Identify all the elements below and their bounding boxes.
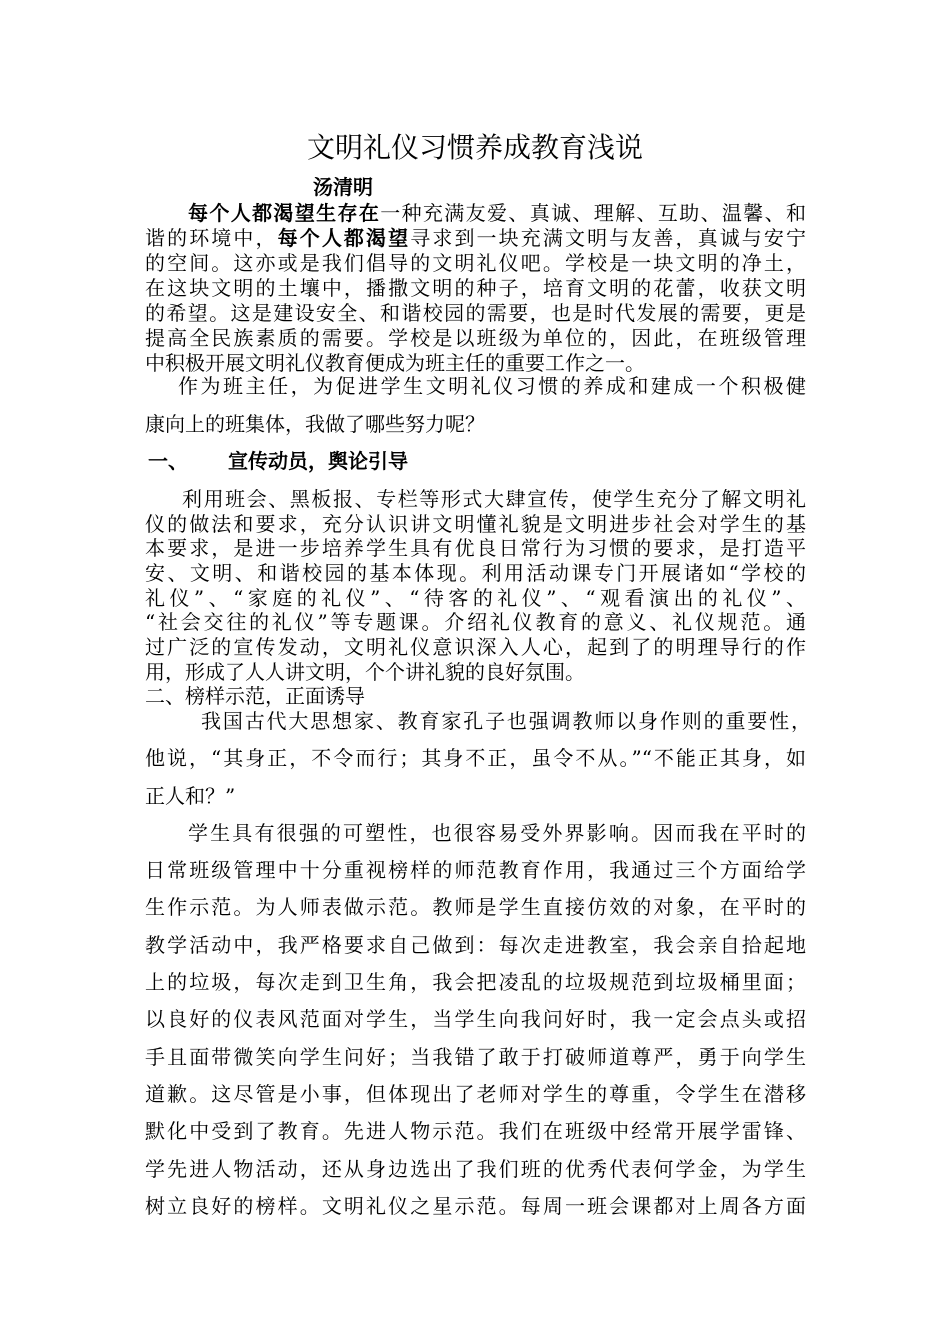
section2-line-9: 默化中受到了教育。先进人物示范。我们在班级中经常开展学雷锋、	[145, 1119, 806, 1143]
intro-line-6: 提高全民族素质的需要。学校是以班级为单位的，因此，在班级管理	[145, 326, 806, 350]
section1-line-5: 礼仪”、“家庭的礼仪”、“待客的礼仪”、“观看演出的礼仪”、	[145, 586, 806, 610]
section2-line-1: 学生具有很强的可塑性，也很容易受外界影响。因而我在平时的	[188, 821, 806, 845]
intro-line-4: 在这块文明的土壤中，播撒文明的种子，培育文明的花蕾，收获文明	[145, 276, 806, 300]
section2-line-7: 手且面带微笑向学生问好；当我错了敢于打破师道尊严，勇于向学生	[145, 1045, 806, 1069]
section1-line-6: “社会交往的礼仪”等专题课。介绍礼仪教育的意义、礼仪规范。通	[145, 610, 806, 634]
section2-line-10: 学先进人物活动，还从身边选出了我们班的优秀代表何学金，为学生	[145, 1157, 806, 1181]
section2-line-2: 日常班级管理中十分重视榜样的师范教育作用，我通过三个方面给学	[145, 858, 806, 882]
section1-line-3: 本要求，是进一步培养学生具有优良日常行为习惯的要求，是打造平	[145, 536, 806, 560]
section1-line-4: 安、文明、和谐校园的基本体现。利用活动课专门开展诸如“学校的	[145, 561, 806, 585]
para2-line-2: 康向上的班集体，我做了哪些努力呢？	[145, 412, 485, 436]
intro-line-3: 的空间。这亦或是我们倡导的文明礼仪吧。学校是一块文明的净土，	[145, 251, 806, 275]
section2-line-3: 生作示范。为人师表做示范。教师是学生直接仿效的对象，在平时的	[145, 895, 806, 919]
section2-quote-line-1: 我国古代大思想家、教育家孔子也强调教师以身作则的重要性，	[201, 709, 811, 733]
section2-line-5: 上的垃圾，每次走到卫生角，我会把凌乱的垃圾规范到垃圾桶里面；	[145, 970, 806, 994]
section1-line-1: 利用班会、黑板报、专栏等形式大肆宣传，使学生充分了解文明礼	[182, 487, 806, 511]
intro-line-1: 每个人都渴望生存在一种充满友爱、真诚、理解、互助、温馨、和	[188, 201, 807, 225]
intro-line-5: 的希望。这是建设安全、和谐校园的需要，也是时代发展的需要，更是	[145, 301, 806, 325]
section2-quote-line-2: 他说，“其身正，不令而行；其身不正，虽令不从。”“不能正其身，如	[145, 746, 806, 770]
section1-number: 一、	[148, 449, 188, 473]
author-name: 汤清明	[313, 175, 373, 199]
document-title: 文明礼仪习惯养成教育浅说	[306, 131, 643, 164]
para2-line-1: 作为班主任，为促进学生文明礼仪习惯的养成和建成一个积极健	[178, 374, 806, 398]
section1-line-7: 过广泛的宣传发动，文明礼仪意识深入人心，起到了的明理导行的作	[145, 635, 806, 659]
intro-line-2: 谐的环境中，每个人都渴望寻求到一块充满文明与友善，真诚与安宁	[145, 226, 807, 250]
section1-heading: 宣传动员，舆论引导	[228, 449, 408, 473]
section2-heading: 二、榜样示范，正面诱导	[145, 684, 365, 708]
section1-line-8: 用，形成了人人讲文明，个个讲礼貌的良好氛围。	[145, 660, 585, 684]
section2-quote-line-3: 正人和？”	[145, 784, 236, 808]
section2-line-11: 树立良好的榜样。文明礼仪之星示范。每周一班会课都对上周各方面	[145, 1194, 806, 1218]
section2-line-4: 教学活动中，我严格要求自己做到：每次走进教室，我会亲自拾起地	[145, 933, 806, 957]
section2-line-8: 道歉。这尽管是小事，但体现出了老师对学生的尊重，令学生在潜移	[145, 1082, 806, 1106]
section2-line-6: 以良好的仪表风范面对学生，当学生向我问好时，我一定会点头或招	[145, 1007, 806, 1031]
intro-line-7: 中积极开展文明礼仪教育便成为班主任的重要工作之一。	[145, 351, 645, 375]
section1-line-2: 仪的做法和要求，充分认识讲文明懂礼貌是文明进步社会对学生的基	[145, 512, 806, 536]
